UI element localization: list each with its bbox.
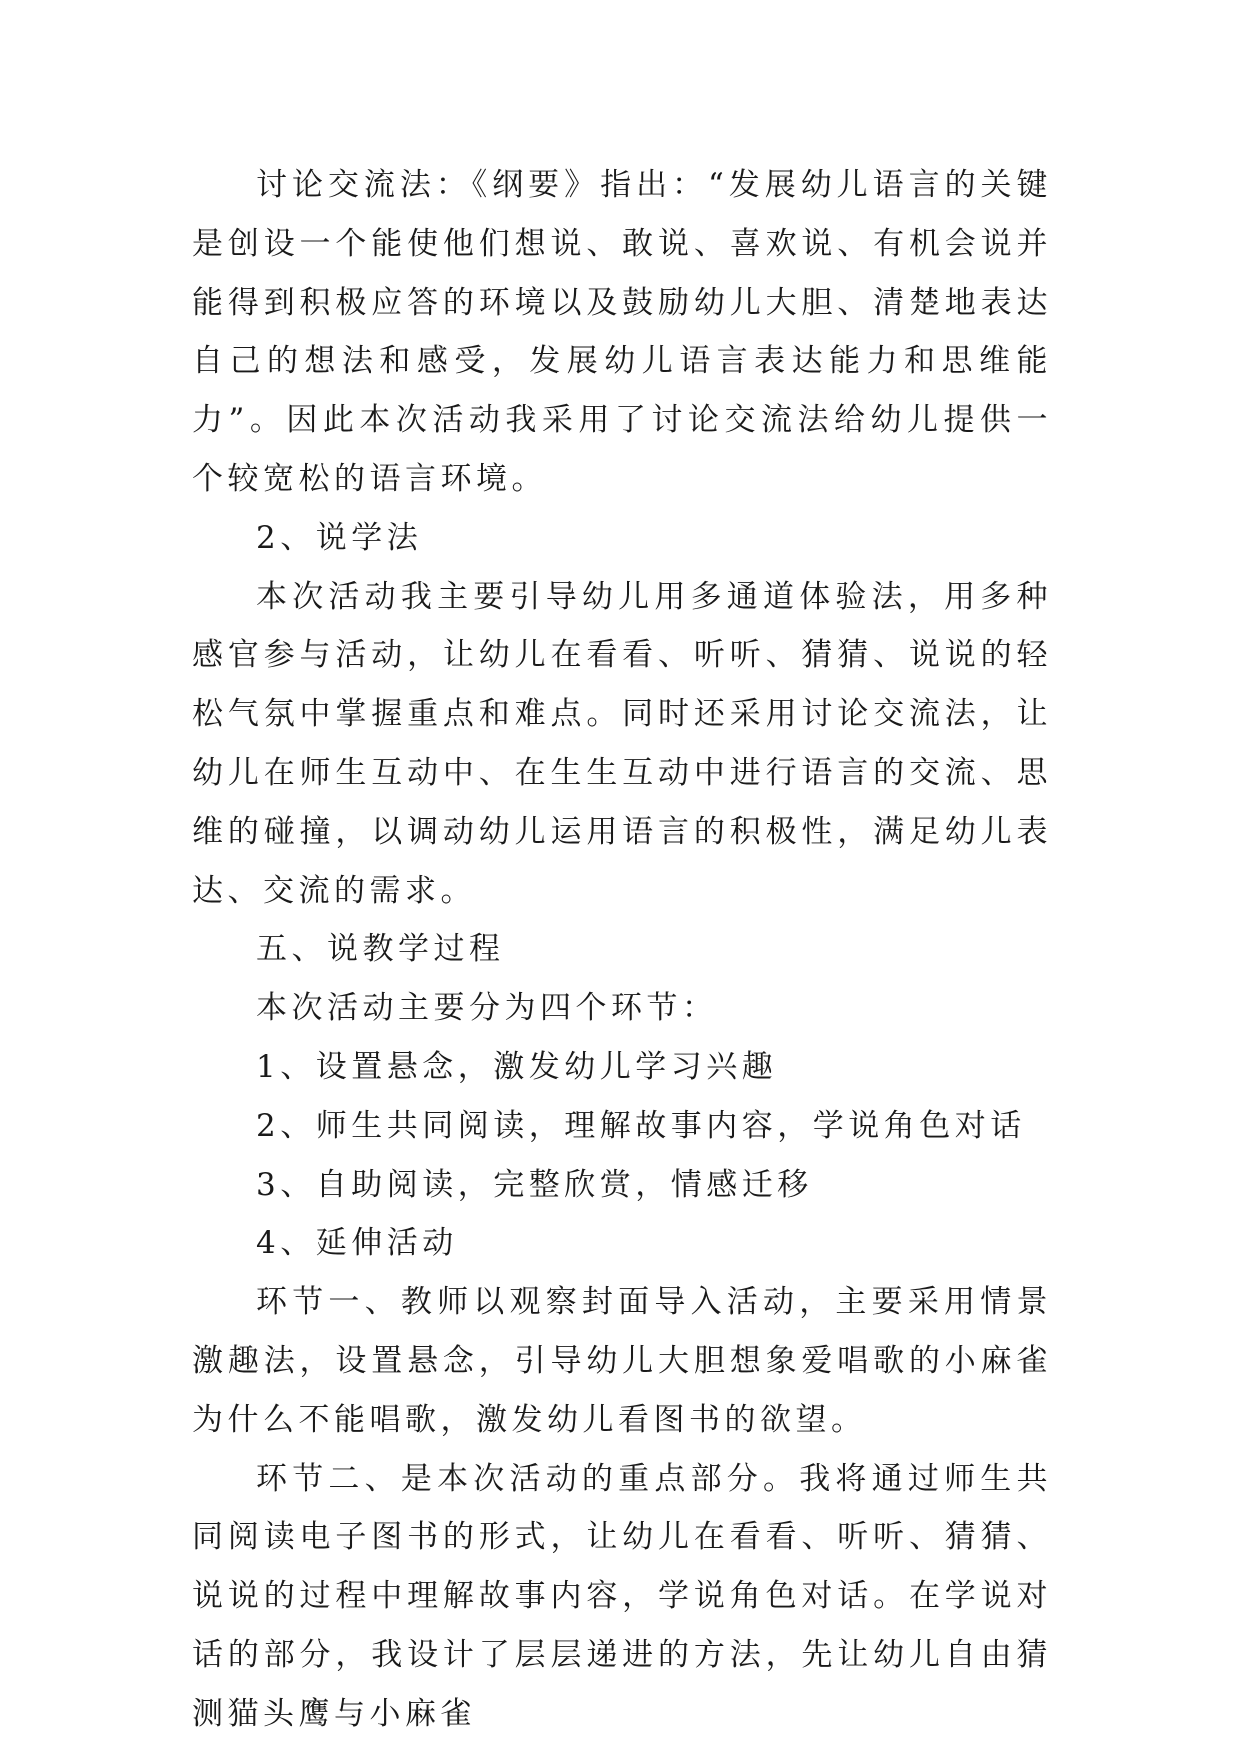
- list-item-stage-3: 3、自助阅读，完整欣赏，情感迁移: [256, 1166, 813, 1203]
- paragraph-learning-method: 本次活动我主要引导幼儿用多通道体验法，用多种感官参与活动，让幼儿在看看、听听、猜猜、说说的轻松气氛中掌握重点和难点。同时还采用讨论交流法，让幼儿在师生互动中、在生生互动中进行语言的交流、思维的碰撞，以调动幼儿运用语言的积极性，满足幼儿表达、交流的需求。: [192, 578, 1052, 909]
- paragraph-stage-two: 环节二、是本次活动的重点部分。我将通过师生共同阅读电子图书的形式，让幼儿在看看、听听、猜猜、说说的过程中理解故事内容，学说角色对话。在学说对话的部分，我设计了层层递进的方法，先让幼儿自由猜测猫头鹰与小麻雀: [192, 1460, 1052, 1732]
- list-item-stage-1: 1、设置悬念，激发幼儿学习兴趣: [256, 1048, 778, 1085]
- heading-learning-method: 2、说学法: [256, 519, 423, 556]
- list-item-stage-2: 2、师生共同阅读，理解故事内容，学说角色对话: [256, 1107, 1026, 1144]
- paragraph-discussion-method: 讨论交流法：《纲要》指出：“发展幼儿语言的关键是创设一个能使他们想说、敢说、喜欢说、有机会说并能得到积极应答的环境以及鼓励幼儿大胆、清楚地表达自己的想法和感受，发展幼儿语言表达能力和思维能力”。因此本次活动我采用了讨论交流法给幼儿提供一个较宽松的语言环境。: [192, 167, 1052, 497]
- paragraph-stage-one: 环节一、教师以观察封面导入活动，主要采用情景激趣法，设置悬念，引导幼儿大胆想象爱唱歌的小麻雀为什么不能唱歌，激发幼儿看图书的欲望。: [192, 1284, 1052, 1438]
- heading-teaching-process: 五、说教学过程: [256, 931, 505, 968]
- paragraph-four-stages: 本次活动主要分为四个环节：: [256, 990, 718, 1027]
- document-body: [192, 156, 1052, 1744]
- list-item-stage-4: 4、延伸活动: [256, 1225, 458, 1262]
